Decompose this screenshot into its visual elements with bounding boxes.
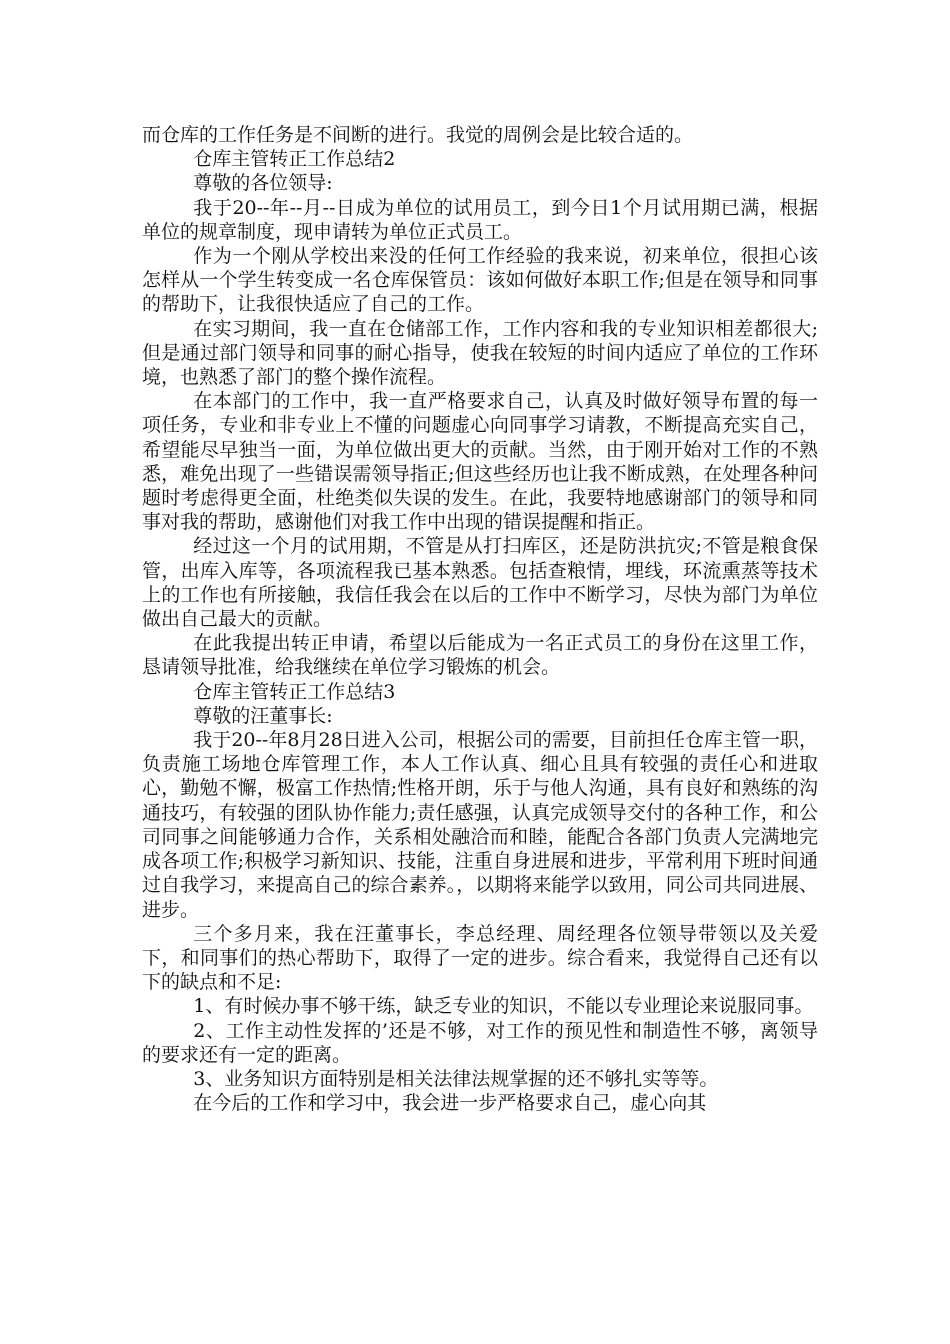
paragraph: 在今后的工作和学习中，我会进一步严格要求自己，虚心向其 — [193, 1092, 707, 1115]
paragraph-continuation: 而仓库的工作任务是不间断的进行。我觉的周例会是比较合适的。 — [142, 124, 694, 146]
section-heading-3: 仓库主管转正工作总结3 — [193, 680, 396, 703]
paragraph: 在实习期间，我一直在仓储部工作，工作内容和我的专业知识相差都很大;但是通过部门领导和同事的耐心指导，使我在较短的时间内适应了单位的工作环境，也熟悉了部门的整个操作流程。 — [142, 317, 818, 389]
document-body — [142, 123, 818, 1115]
paragraph: 我于20--年8月28日进入公司，根据公司的需要，目前担任仓库主管一职，负责施工场地仓库管理工作，本人工作认真、细心且具有较强的责任心和进取心，勤勉不懈，极富工作热情;性格开朗，乐于与他人沟通，具有良好和熟练的沟通技巧，有较强的团队协作能力;责任感强，认真完成领导交付的各种工作，和公司同事之间能够通力合作，关系相处融洽而和睦，能配合各部门负责人完满地完成各项工作;积极学习新知识、技能，注重自身进展和进步，平常利用下班时间通过自我学习，来提高自己的综合素养。，以期将来能学以致用，同公司共同进展、进步。 — [142, 729, 818, 921]
paragraph: 在本部门的工作中，我一直严格要求自己，认真及时做好领导布置的每一项任务，专业和非专业上不懂的问题虚心向同事学习请教，不断提高充实自己，希望能尽早独当一面，为单位做出更大的贡献。当然，由于刚开始对工作的不熟悉，难免出现了一些错误需领导指正;但这些经历也让我不断成熟，在处理各种问题时考虑得更全面，杜绝类似失误的发生。在此，我要特地感谢部门的领导和同事对我的帮助，感谢他们对我工作中出现的错误提醒和指正。 — [142, 390, 818, 534]
salutation-chairman: 尊敬的汪董事长: — [193, 704, 333, 727]
list-item: 2、工作主动性发挥的’还是不够，对工作的预见性和制造性不够，离领导的要求还有一定的距离。 — [142, 1019, 818, 1066]
list-item: 3、业务知识方面特别是相关法律法规掌握的还不够扎实等等。 — [193, 1067, 719, 1090]
paragraph: 三个多月来，我在汪董事长，李总经理、周经理各位领导带领以及关爱下，和同事们的热心帮助下，取得了一定的进步。综合看来，我觉得自己还有以下的缺点和不足: — [142, 922, 818, 994]
paragraph: 我于20--年--月--日成为单位的试用员工，到今日1个月试用期已满，根据单位的规章制度，现申请转为单位正式员工。 — [142, 196, 818, 243]
paragraph: 经过这一个月的试用期，不管是从打扫库区，还是防洪抗灾;不管是粮食保管，出库入库等，各项流程我已基本熟悉。包括查粮情，埋线，环流熏蒸等技术上的工作也有所接触，我信任我会在以后的工作中不断学习，尽快为部门为单位做出自己最大的贡献。 — [142, 535, 818, 631]
paragraph: 在此我提出转正申请，希望以后能成为一名正式员工的身份在这里工作，恳请领导批准，给我继续在单位学习锻炼的机会。 — [142, 632, 818, 679]
section-heading-2: 仓库主管转正工作总结2 — [193, 148, 396, 171]
list-item: 1、有时候办事不够干练，缺乏专业的知识，不能以专业理论来说服同事。 — [193, 995, 814, 1018]
paragraph: 作为一个刚从学校出来没的任何工作经验的我来说，初来单位，很担心该怎样从一个学生转变成一名仓库保管员：该如何做好本职工作;但是在领导和同事的帮助下，让我很快适应了自己的工作。 — [142, 245, 818, 316]
salutation-leaders: 尊敬的各位领导: — [193, 172, 333, 195]
